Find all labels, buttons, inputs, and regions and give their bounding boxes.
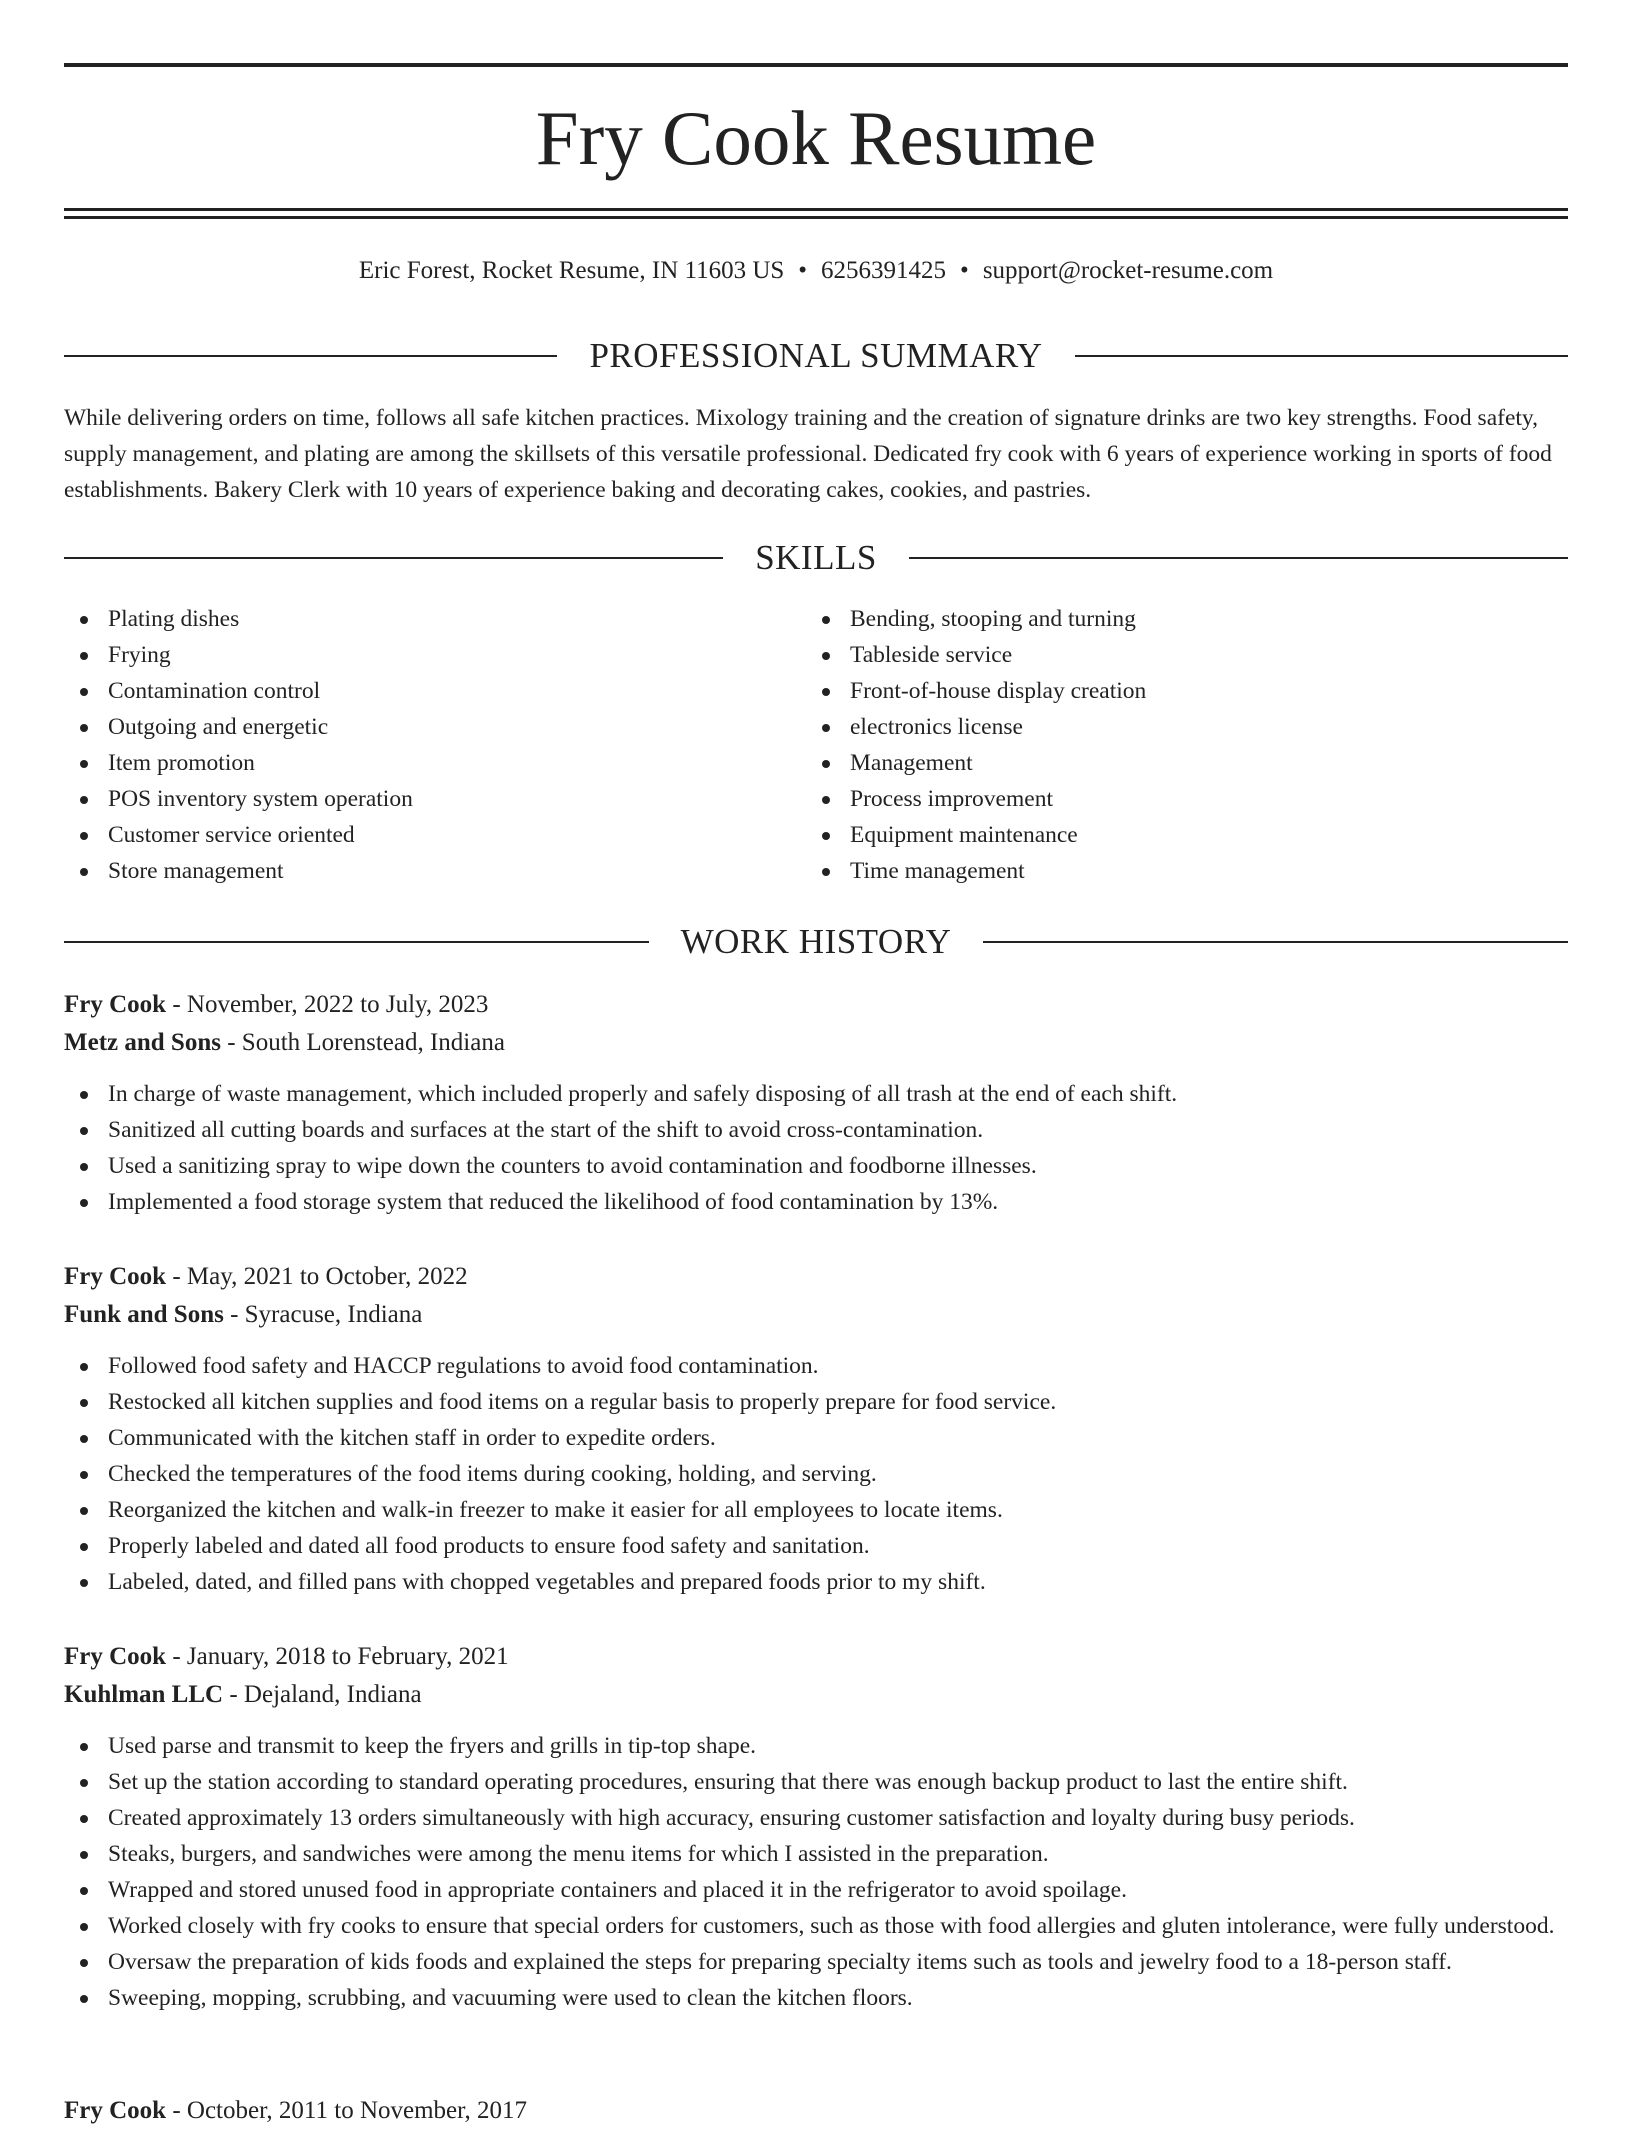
- section-header-summary: [64, 336, 1568, 376]
- job-bullet: Checked the temperatures of the food items during cooking, holding, and serving.: [64, 1456, 1568, 1492]
- job-title-line: [64, 2092, 1568, 2130]
- job-bullets: [64, 1076, 1568, 1220]
- job-bullet: Oversaw the preparation of kids foods and explained the steps for preparing specialty items such as tools and jewelry food to a 18-person staff.: [64, 1944, 1568, 1980]
- professional-summary: While delivering orders on time, follows all safe kitchen practices. Mixology training and the creation of signature drinks are two key strengths. Food safety, supply management, and plating are among the skillsets of this versatile professional. Dedicated fry cook with 6 years of experience working in sports of food establishments. Bakery Clerk with 10 years of experience baking and decorating cakes, cookies, and pastries.: [64, 405, 1552, 503]
- contact-separator: •: [960, 257, 969, 284]
- job-bullet: Sweeping, mopping, scrubbing, and vacuuming were used to clean the kitchen floors.: [64, 1980, 1568, 2016]
- skill-item: Customer service oriented: [64, 817, 764, 853]
- job-dates: - January, 2018 to February, 2021: [166, 1643, 509, 1670]
- title-rule-upper: [64, 208, 1568, 211]
- job-dates: - October, 2011 to November, 2017: [166, 2097, 527, 2124]
- section-header-work: [64, 922, 1568, 962]
- job-location: - Dejaland, Indiana: [223, 1681, 422, 1708]
- job-bullet: Wrapped and stored unused food in appropriate containers and placed it in the refrigerator to avoid spoilage.: [64, 1872, 1568, 1908]
- job-bullet: Used a sanitizing spray to wipe down the counters to avoid contamination and foodborne illnesses.: [64, 1148, 1568, 1184]
- job-company-line: [64, 1024, 1568, 1062]
- job-bullets: [64, 1348, 1568, 1600]
- skill-item: Management: [806, 745, 1506, 781]
- skill-item: Frying: [64, 637, 764, 673]
- skill-item: Tableside service: [806, 637, 1506, 673]
- contact-email: support@rocket-resume.com: [982, 257, 1274, 284]
- divider: [1075, 355, 1568, 357]
- job-bullet: Steaks, burgers, and sandwiches were among the menu items for which I assisted in the preparation.: [64, 1836, 1568, 1872]
- job-bullet: Sanitized all cutting boards and surfaces at the start of the shift to avoid cross-contamination.: [64, 1112, 1568, 1148]
- page-title: Fry Cook Resume: [535, 95, 1097, 181]
- job-title-line: [64, 1258, 1568, 1296]
- skill-item: Item promotion: [64, 745, 764, 781]
- divider: [64, 355, 557, 357]
- section-title-skills: SKILLS: [755, 538, 877, 577]
- skills-list-right: [806, 601, 1506, 889]
- job-bullet: Communicated with the kitchen staff in order to expedite orders.: [64, 1420, 1568, 1456]
- job-title: Fry Cook: [64, 1263, 167, 1290]
- divider: [64, 557, 723, 559]
- job-bullet: Properly labeled and dated all food products to ensure food safety and sanitation.: [64, 1528, 1568, 1564]
- section-title-work: WORK HISTORY: [680, 922, 952, 961]
- job-bullet: Followed food safety and HACCP regulations to avoid food contamination.: [64, 1348, 1568, 1384]
- job-company-line: [64, 1296, 1568, 1334]
- skill-item: Process improvement: [806, 781, 1506, 817]
- job-title-line: [64, 986, 1568, 1024]
- job-title: Fry Cook: [64, 1643, 167, 1670]
- job-entry: [64, 986, 1568, 1220]
- job-title: Fry Cook: [64, 2097, 167, 2124]
- job-entry: [64, 1638, 1568, 2016]
- job-bullet: Created approximately 13 orders simultaneously with high accuracy, ensuring customer satisfaction and loyalty during busy periods.: [64, 1800, 1568, 1836]
- job-dates: - May, 2021 to October, 2022: [166, 1263, 468, 1290]
- section-header-skills: [64, 538, 1568, 578]
- job-location: - Syracuse, Indiana: [223, 1301, 423, 1328]
- job-company-line: [64, 1676, 1568, 1714]
- skill-item: POS inventory system operation: [64, 781, 764, 817]
- skill-item: Contamination control: [64, 673, 764, 709]
- skills-list-left: [64, 601, 764, 889]
- job-entry: [64, 1258, 1568, 1600]
- section-title-summary: PROFESSIONAL SUMMARY: [589, 336, 1043, 375]
- job-company: Funk and Sons: [64, 1301, 224, 1328]
- job-company: Kuhlman LLC: [64, 1681, 224, 1708]
- job-bullet: Worked closely with fry cooks to ensure that special orders for customers, such as those with food allergies and gluten intolerance, were fully understood.: [64, 1908, 1568, 1944]
- skill-item: Store management: [64, 853, 764, 889]
- divider: [909, 557, 1568, 559]
- contact-address: Eric Forest, Rocket Resume, IN 11603 US: [358, 257, 785, 284]
- job-bullets: [64, 1728, 1568, 2016]
- contact-separator: •: [798, 257, 808, 284]
- skill-item: Outgoing and energetic: [64, 709, 764, 745]
- top-rule: [64, 63, 1568, 67]
- contact-line: [64, 254, 1568, 288]
- job-title: Fry Cook: [64, 991, 167, 1018]
- skill-item: Time management: [806, 853, 1506, 889]
- skill-item: Bending, stooping and turning: [806, 601, 1506, 637]
- skill-item: electronics license: [806, 709, 1506, 745]
- skill-item: Plating dishes: [64, 601, 764, 637]
- title-rule-lower: [64, 216, 1568, 219]
- job-bullet: Used parse and transmit to keep the fryers and grills in tip-top shape.: [64, 1728, 1568, 1764]
- skill-item: Front-of-house display creation: [806, 673, 1506, 709]
- job-title-line: [64, 1638, 1568, 1676]
- job-bullet: Reorganized the kitchen and walk-in freezer to make it easier for all employees to locate items.: [64, 1492, 1568, 1528]
- job-entry: [64, 2092, 1568, 2130]
- job-bullet: Set up the station according to standard operating procedures, ensuring that there was enough backup product to last the entire shift.: [64, 1764, 1568, 1800]
- job-bullet: Restocked all kitchen supplies and food items on a regular basis to properly prepare for food service.: [64, 1384, 1568, 1420]
- divider: [64, 941, 649, 943]
- job-bullet: In charge of waste management, which included properly and safely disposing of all trash at the end of each shift.: [64, 1076, 1568, 1112]
- job-bullet: Labeled, dated, and filled pans with chopped vegetables and prepared foods prior to my shift.: [64, 1564, 1568, 1600]
- job-dates: - November, 2022 to July, 2023: [166, 991, 489, 1018]
- job-company: Metz and Sons: [64, 1029, 221, 1056]
- divider: [983, 941, 1568, 943]
- contact-phone: 6256391425: [821, 257, 947, 284]
- job-bullet: Implemented a food storage system that reduced the likelihood of food contamination by 13%.: [64, 1184, 1568, 1220]
- job-location: - South Lorenstead, Indiana: [220, 1029, 505, 1056]
- skill-item: Equipment maintenance: [806, 817, 1506, 853]
